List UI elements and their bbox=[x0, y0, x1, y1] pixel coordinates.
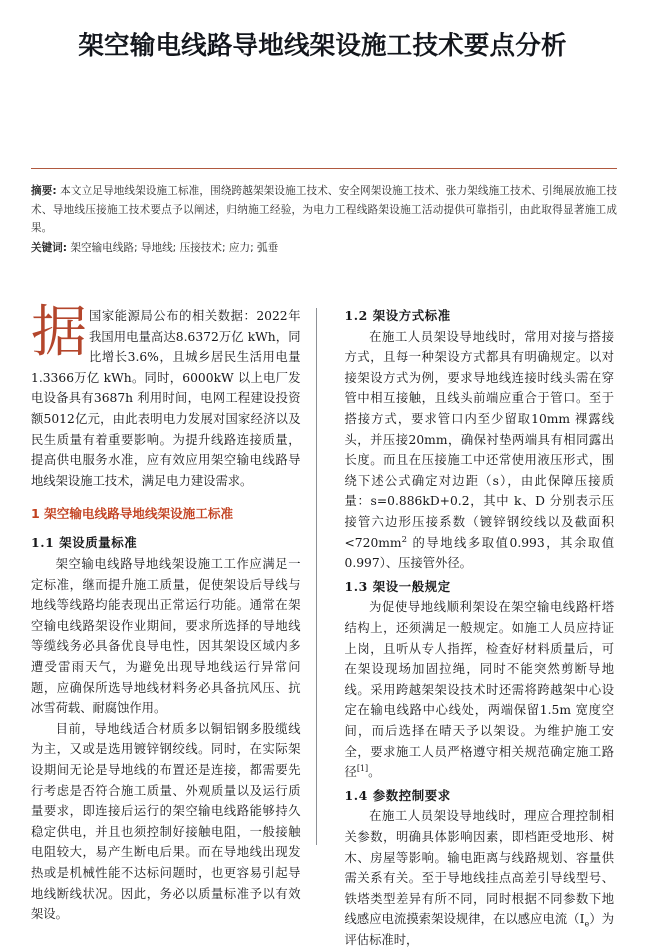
section-heading-1: 1 架空输电线路导地线架设施工标准 bbox=[31, 506, 234, 522]
abstract-paragraph bbox=[31, 182, 617, 238]
subsection-heading-1-2: 1.2 架设方式标准 bbox=[344, 308, 451, 324]
paragraph-1-2-part-b: ，其中 k、D 分别表示压接管六边形压接系数（镀锌钢绞线以及截面积 <720mm bbox=[344, 494, 614, 550]
abstract-label: 摘要: bbox=[31, 185, 57, 198]
current-subscript: e bbox=[584, 919, 590, 929]
subsection-heading-1-3: 1.3 架设一般规定 bbox=[344, 578, 451, 594]
intro-paragraph bbox=[31, 300, 301, 491]
paragraph-1-4-part-a: 在施工人员架设导地线时，理应合理控制相关参数，明确具体影响因素，即档距受地形、树木、房屋等影响。输电距离与线路规划、容量供需关系有关。至于导地线挂点高差引导线型号、铁塔类型差异有所不同，同时根据不同参数下地线感应电流摸索架设规律，在以感应电流（I bbox=[344, 809, 614, 927]
paragraph-1-2-part-c: 的导地线多取值0.993，其余取值0.997）、压接管外径。 bbox=[344, 535, 614, 571]
paragraph-1-3 bbox=[345, 597, 615, 782]
abstract-text: 本文立足导地线架设施工标准，围绕跨越架架设施工技术、安全网架设施工技术、张力架线施工技术、引绳展放施工技术、导地线压接施工技术要点予以阐述，归纳施工经验，为电力工程线路架设施工活动提供可靠指引，由此取得显著施工成果。 bbox=[31, 185, 617, 235]
subsection-heading-1-4: 1.4 参数控制要求 bbox=[344, 787, 451, 803]
body-columns bbox=[31, 300, 614, 947]
keywords-label: 关键词: bbox=[31, 241, 68, 254]
paragraph-1-2-part-a: 在施工人员架设导地线时，常用对接与搭接方式，且每一种架设方式都具有明确规定。以对接架设方式为例，要求导地线连接时线头需在穿管中相互接触，且线头前端应重合于管口。至于搭接方式，要求管口内至少留取10mm 裸露线头，并压接20mm，确保衬垫两端具有相同露出长度。而且在压接施工中还常使用液压形式，围绕下述公式确定对边距（s），由此保障压接质量： bbox=[344, 329, 614, 509]
paragraph-1-3-text: 为促使导地线顺利架设在架空输电线路杆塔结构上，还须满足一般规定。如施工人员应持证上岗，且听从专人指挥，检查好材料质量后，可在架设现场加固拉绳，同时不能突然剪断导地线。采用跨越架架设技术时还需将跨越架中心设定在输电线路中心线处，两端保留1.5m 宽度空间，而后选择在晴天予以架设。为维护施工安全，要求施工人员严格遵守相关规范确定施工路径 bbox=[344, 600, 614, 780]
left-column bbox=[31, 300, 316, 922]
paragraph-1-4-part-b: ）为评估标准时， bbox=[344, 912, 614, 947]
page-title: 架空输电线路导地线架设施工技术要点分析 bbox=[78, 31, 567, 62]
drop-cap: 据 bbox=[31, 300, 87, 366]
paragraph-1-2 bbox=[345, 327, 615, 574]
paragraph-1-1-a: 架空输电线路导地线架设施工工作应满足一定标准，继而提升施工质量，促使架设后导线与地线等线路均能表现出正常运行功能。通常在架空输电线路架设作业期间，要求所选择的导地线等缆线务必具备优良导电性，因其架设区域内多遭受雷雨天气，为避免出现导地线运行异常问题，应确保所选导地线材料务必具备抗风压、抗冰雪荷载、耐腐蚀作用。 bbox=[31, 557, 301, 716]
citation-reference: [1] bbox=[356, 764, 369, 774]
keywords-paragraph bbox=[31, 239, 617, 258]
paragraph-1-4 bbox=[345, 806, 615, 950]
paragraph-1-1-b: 目前，导地线适合材质多以铜铝钢多股缆线为主，又或是选用镀锌钢绞线。同时，在实际架设期间无论是导地线的布置还是连接，都需要先行考虑是否符合施工质量、外观质量以及运行质量要求，即连接后运行的架空输电线路能够持久稳定供电，并且也须控制好接触电阻，一般接触电阻较大，易产生断电后果。而在导地线出现发热或是机械性能不达标问题时，也更容易引起导地线断线状况。因此，务必以质量标准予以有效架设。 bbox=[31, 721, 301, 922]
unit-superscript: 2 bbox=[401, 534, 408, 545]
right-column bbox=[317, 306, 615, 947]
subsection-heading-1-1: 1.1 架设质量标准 bbox=[31, 535, 138, 551]
compression-formula: s=0.886kD+0.2 bbox=[370, 494, 470, 509]
paragraph-1-3-terminator: 。 bbox=[368, 765, 381, 780]
keywords-text: 架空输电线路; 导地线; 压接技术; 应力; 弧垂 bbox=[67, 241, 279, 254]
abstract-section bbox=[31, 168, 617, 257]
document-page bbox=[0, 17, 645, 947]
intro-text: 国家能源局公布的相关数据：2022年我国用电量高达8.6372万亿 kWh，同比增长3.6%，且城乡居民生活用电量1.3366万亿 kWh。同时，6000kW 以上电厂发电设备具有3687h 利用时间，电网工程建设投资额5012亿元，由此表明电力发展对国家经济以及民生质量有着重要影响。为提升线路连接质量，提高供电服务水准，应有效应用架空输电线路导地线架设施工技术，满足电力建设需求。 bbox=[31, 309, 301, 488]
